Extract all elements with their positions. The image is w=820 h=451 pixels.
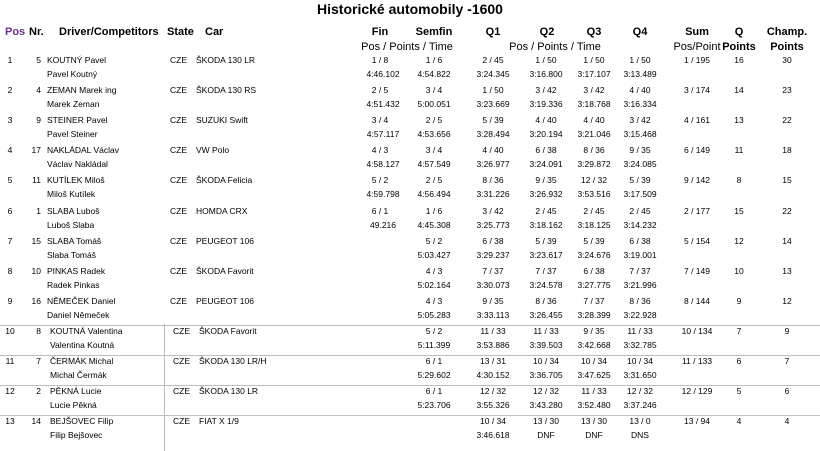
cell-state: CZE <box>173 356 190 366</box>
cell-champ: 7 <box>784 356 790 366</box>
cell-q3-t: 3:28.399 <box>577 309 611 320</box>
cell-driver2: Valentina Koutná <box>50 339 115 350</box>
cell-q4: 3 / 42 <box>629 115 651 126</box>
page-title: Historické automobily -1600 <box>317 1 503 17</box>
cell-pos: 3 <box>7 115 13 126</box>
cell-q1-t: 3:25.773 <box>476 219 510 230</box>
cell-semfin: 4 / 3 <box>425 295 443 306</box>
cell-q4-t: 3:31.650 <box>623 370 657 380</box>
cell-driver: SLABA Luboš <box>47 205 100 216</box>
cell-semfin: 1 / 6 <box>425 205 443 216</box>
cell-q1-t: 3:28.494 <box>476 129 510 140</box>
cell-champ: 23 <box>782 85 792 96</box>
cell-q2-t: 3:39.503 <box>529 339 563 350</box>
cell-q2: 1 / 50 <box>535 55 557 65</box>
cell-q4: 11 / 33 <box>627 325 653 336</box>
cell-semfin: 2 / 5 <box>425 175 443 186</box>
cell-driver2: Slaba Tomáš <box>47 249 96 260</box>
cell-q2: 5 / 39 <box>535 235 557 246</box>
cell-state: CZE <box>170 115 187 126</box>
cell-state: CZE <box>170 145 187 156</box>
cell-car: FIAT X 1/9 <box>199 416 239 427</box>
cell-q1-t: 3:24.345 <box>476 69 510 79</box>
cell-nr: 9 <box>36 115 41 126</box>
cell-q3-t: DNF <box>585 430 603 441</box>
cell-q3: 7 / 37 <box>583 295 605 306</box>
header-q: Q <box>734 26 744 38</box>
cell-q4: 10 / 34 <box>627 356 653 366</box>
cell-driver2: Luboš Slaba <box>47 219 95 230</box>
cell-q1-t: 3:30.073 <box>476 279 510 290</box>
cell-q1: 11 / 33 <box>480 325 506 336</box>
column-divider <box>164 324 165 451</box>
cell-q4: 13 / 0 <box>629 416 651 427</box>
cell-semfin: 2 / 5 <box>425 115 443 126</box>
header-champ-points: Points <box>770 41 804 53</box>
cell-driver: PINKAS Radek <box>47 265 106 276</box>
cell-q3-t: 3:21.046 <box>577 129 611 140</box>
cell-state: CZE <box>170 205 187 216</box>
cell-fin-t: 4:59.798 <box>366 189 400 200</box>
cell-q4: 8 / 36 <box>629 295 651 306</box>
cell-car: ŠKODA Felicia <box>196 175 253 186</box>
cell-q2: 11 / 33 <box>533 325 559 336</box>
cell-pos: 7 <box>7 235 13 246</box>
cell-q2: 6 / 38 <box>535 145 557 156</box>
cell-semfin: 6 / 1 <box>425 356 443 366</box>
cell-fin-t: 4:51.432 <box>366 99 400 110</box>
cell-q2-t: 3:24.578 <box>529 279 563 290</box>
cell-nr: 17 <box>31 145 41 156</box>
cell-driver: PĚKNÁ Lucie <box>50 386 102 397</box>
cell-sum: 7 / 149 <box>684 265 710 276</box>
cell-sum: 6 / 149 <box>684 145 710 156</box>
cell-state: CZE <box>173 325 190 336</box>
cell-semfin-t: 4:57.549 <box>417 159 451 170</box>
cell-pos: 1 <box>7 55 13 65</box>
cell-state: CZE <box>170 235 187 246</box>
cell-pos: 2 <box>7 85 13 96</box>
cell-qp: 9 <box>736 295 742 306</box>
cell-pos: 9 <box>7 295 13 306</box>
cell-q1: 5 / 39 <box>482 115 504 126</box>
cell-nr: 5 <box>36 55 41 65</box>
cell-nr: 11 <box>32 175 41 186</box>
cell-nr: 15 <box>31 235 41 246</box>
cell-state: CZE <box>170 55 187 65</box>
cell-q4: 2 / 45 <box>629 205 651 216</box>
cell-champ: 13 <box>782 265 792 276</box>
cell-driver: NAKLÁDAL Václav <box>47 145 119 156</box>
cell-semfin-t: 4:53.656 <box>417 129 451 140</box>
cell-q1: 1 / 50 <box>482 85 504 96</box>
cell-q3-t: 3:52.480 <box>577 400 611 411</box>
cell-q3: 11 / 33 <box>581 386 607 397</box>
cell-q2-t: 3:20.194 <box>529 129 563 140</box>
cell-qp: 4 <box>736 416 742 427</box>
cell-q2-t: DNF <box>537 430 555 441</box>
cell-nr: 14 <box>31 416 41 427</box>
cell-sum: 1 / 195 <box>684 55 710 65</box>
cell-state: CZE <box>173 416 190 427</box>
cell-q4-t: 3:22.928 <box>623 309 657 320</box>
header-pos: Pos <box>5 26 26 38</box>
cell-q4-t: 3:24.085 <box>623 159 657 170</box>
cell-fin: 5 / 2 <box>371 175 389 186</box>
cell-nr: 16 <box>31 295 41 306</box>
cell-q3: 5 / 39 <box>583 235 605 246</box>
header-nr: Nr. <box>29 26 44 38</box>
cell-q3: 4 / 40 <box>583 115 605 126</box>
cell-sum: 8 / 144 <box>684 295 710 306</box>
cell-semfin: 4 / 3 <box>425 265 443 276</box>
cell-qp: 7 <box>736 325 742 336</box>
cell-semfin: 6 / 1 <box>425 386 443 397</box>
cell-fin-t: 4:57.117 <box>366 129 400 140</box>
cell-q1: 12 / 32 <box>480 386 506 397</box>
cell-q1-t: 3:26.977 <box>476 159 510 170</box>
cell-q2-t: 3:16.800 <box>529 69 563 79</box>
cell-pos: 13 <box>5 416 15 427</box>
cell-driver2: Radek Pinkas <box>47 279 100 290</box>
cell-q1: 3 / 42 <box>482 205 504 216</box>
cell-q4: 5 / 39 <box>629 175 651 186</box>
cell-car: ŠKODA Favorit <box>199 325 257 336</box>
cell-q3-t: 3:42.668 <box>577 339 611 350</box>
cell-driver: SLABA Tomáš <box>47 235 102 246</box>
cell-qp: 12 <box>734 235 744 246</box>
cell-car: ŠKODA Favorit <box>196 265 254 276</box>
cell-q3-t: 3:47.625 <box>577 370 611 380</box>
cell-champ: 9 <box>784 325 790 336</box>
cell-qp: 16 <box>734 55 744 65</box>
cell-qp: 11 <box>734 145 744 156</box>
cell-q2: 13 / 30 <box>533 416 559 427</box>
cell-nr: 7 <box>36 356 41 366</box>
cell-pos: 8 <box>7 265 13 276</box>
cell-champ: 15 <box>782 175 792 186</box>
row-divider <box>0 415 820 416</box>
row-divider <box>0 385 820 386</box>
cell-state: CZE <box>173 386 190 397</box>
header-fin: Fin <box>371 26 389 38</box>
cell-driver2: Filip Bejšovec <box>50 430 103 441</box>
cell-driver: ČERMÁK Michal <box>50 356 114 366</box>
cell-q2: 9 / 35 <box>535 175 557 186</box>
cell-fin-t: 4:58.127 <box>366 159 400 170</box>
cell-semfin-t: 4:56.494 <box>417 189 451 200</box>
cell-q2-t: 3:19.336 <box>529 99 563 110</box>
cell-semfin-t: 5:03.427 <box>417 249 451 260</box>
cell-sum: 5 / 154 <box>684 235 710 246</box>
cell-q4-t: 3:17.509 <box>623 189 657 200</box>
cell-q1: 4 / 40 <box>482 145 504 156</box>
cell-q3-t: 3:18.768 <box>577 99 611 110</box>
cell-champ: 6 <box>784 386 790 397</box>
cell-semfin-t: 5:23.706 <box>417 400 451 411</box>
cell-driver2: Marek Zeman <box>47 99 100 110</box>
cell-car: ŠKODA 130 LR/H <box>199 356 267 366</box>
cell-q3: 12 / 32 <box>581 175 607 186</box>
cell-driver: KOUTNÝ Pavel <box>47 55 107 65</box>
cell-driver: KOUTNÁ Valentina <box>50 325 123 336</box>
cell-q2: 10 / 34 <box>533 356 559 366</box>
cell-semfin-t: 5:05.283 <box>417 309 451 320</box>
cell-qp: 15 <box>734 205 744 216</box>
cell-fin-t: 49.216 <box>370 219 396 230</box>
cell-q2-t: 3:36.705 <box>529 370 563 380</box>
cell-q1-t: 3:23.669 <box>476 99 510 110</box>
cell-q4: 4 / 40 <box>629 85 651 96</box>
header-sum: Sum <box>685 26 709 38</box>
cell-semfin-t: 5:02.164 <box>417 279 451 290</box>
cell-q1: 8 / 36 <box>482 175 504 186</box>
cell-q3: 2 / 45 <box>583 205 605 216</box>
cell-q1: 6 / 38 <box>482 235 504 246</box>
cell-q4: 1 / 50 <box>629 55 651 65</box>
cell-q3: 13 / 30 <box>581 416 607 427</box>
cell-pos: 6 <box>7 205 13 216</box>
cell-car: SUZUKI Swift <box>196 115 248 126</box>
cell-fin: 1 / 8 <box>371 55 389 65</box>
cell-q1-t: 3:46.618 <box>476 430 510 441</box>
cell-q2: 8 / 36 <box>535 295 557 306</box>
cell-sum: 12 / 129 <box>681 386 713 397</box>
cell-car: ŠKODA 130 LR <box>199 386 259 397</box>
cell-q3: 3 / 42 <box>583 85 605 96</box>
header-semfin: Semfin <box>415 26 453 38</box>
header-q-sub: Pos / Points / Time <box>509 41 601 53</box>
cell-q1-t: 3:29.237 <box>476 249 510 260</box>
cell-driver: NĚMEČEK Daniel <box>47 295 116 306</box>
cell-semfin-t: 5:11.399 <box>417 339 451 350</box>
cell-nr: 2 <box>36 386 41 397</box>
cell-q1-t: 3:31.226 <box>476 189 510 200</box>
cell-state: CZE <box>170 175 187 186</box>
cell-car: PEUGEOT 106 <box>196 295 254 306</box>
cell-q3: 6 / 38 <box>583 265 605 276</box>
cell-q4-t: 3:15.468 <box>623 129 657 140</box>
cell-nr: 4 <box>36 85 41 96</box>
cell-sum: 11 / 133 <box>681 356 713 366</box>
header-q-points: Points <box>722 41 756 53</box>
cell-state: CZE <box>170 265 187 276</box>
header-q2: Q2 <box>539 26 555 38</box>
cell-q3-t: 3:27.775 <box>577 279 611 290</box>
cell-nr: 10 <box>31 265 41 276</box>
cell-q3: 10 / 34 <box>581 356 607 366</box>
cell-q1-t: 3:33.113 <box>476 309 510 320</box>
cell-q1: 2 / 45 <box>482 55 504 65</box>
row-divider <box>0 325 820 326</box>
cell-q3-t: 3:17.107 <box>577 69 611 79</box>
cell-champ: 22 <box>782 205 792 216</box>
cell-q3-t: 3:53.516 <box>577 189 611 200</box>
cell-driver2: Pavel Steiner <box>47 129 98 140</box>
cell-q3: 8 / 36 <box>583 145 605 156</box>
cell-q2: 3 / 42 <box>535 85 557 96</box>
cell-semfin-t: 5:29.602 <box>417 370 451 380</box>
cell-q4-t: 3:32.785 <box>623 339 657 350</box>
cell-q2: 2 / 45 <box>535 205 557 216</box>
header-car: Car <box>205 26 224 38</box>
cell-driver2: Daniel Němeček <box>47 309 110 320</box>
cell-q2-t: 3:24.091 <box>529 159 563 170</box>
cell-q2-t: 3:23.617 <box>529 249 563 260</box>
cell-q2: 12 / 32 <box>533 386 559 397</box>
cell-champ: 14 <box>782 235 792 246</box>
cell-q3-t: 3:29.872 <box>577 159 611 170</box>
cell-driver: BEJŠOVEC Filip <box>50 416 114 427</box>
cell-driver: STEINER Pavel <box>47 115 108 126</box>
header-driver: Driver/Competitors <box>59 26 159 38</box>
header-fin-sub: Pos / Points / Time <box>361 41 453 53</box>
cell-q3-t: 3:18.125 <box>577 219 611 230</box>
cell-semfin: 3 / 4 <box>425 85 443 96</box>
cell-q1: 13 / 31 <box>480 356 506 366</box>
cell-car: ŠKODA 130 LR <box>196 55 256 65</box>
cell-pos: 5 <box>7 175 13 186</box>
cell-qp: 13 <box>734 115 744 126</box>
cell-state: CZE <box>170 295 187 306</box>
cell-q1: 10 / 34 <box>480 416 506 427</box>
cell-q1: 7 / 37 <box>482 265 504 276</box>
cell-semfin: 5 / 2 <box>425 325 443 336</box>
cell-sum: 4 / 161 <box>684 115 710 126</box>
cell-q4-t: 3:37.246 <box>623 400 657 411</box>
cell-fin-t: 4:46.102 <box>366 69 400 79</box>
cell-driver2: Václav Nakládal <box>47 159 108 170</box>
header-q4: Q4 <box>632 26 648 38</box>
cell-q4: 9 / 35 <box>629 145 651 156</box>
cell-q2: 7 / 37 <box>535 265 557 276</box>
cell-car: ŠKODA 130 RS <box>196 85 257 96</box>
cell-pos: 4 <box>7 145 13 156</box>
cell-driver2: Michal Čermák <box>50 370 107 380</box>
cell-sum: 13 / 94 <box>684 416 710 427</box>
cell-semfin-t: 4:54.822 <box>417 69 451 79</box>
cell-q4-t: 3:13.489 <box>623 69 657 79</box>
cell-qp: 14 <box>734 85 744 96</box>
header-sum-sub: Pos/Point <box>673 41 721 53</box>
cell-driver2: Lucie Pěkná <box>50 400 97 411</box>
cell-q4-t: 3:21.996 <box>623 279 657 290</box>
cell-q4: 12 / 32 <box>627 386 653 397</box>
cell-car: PEUGEOT 106 <box>196 235 254 246</box>
cell-nr: 1 <box>36 205 41 216</box>
cell-champ: 22 <box>782 115 792 126</box>
cell-driver: ZEMAN Marek ing <box>47 85 117 96</box>
cell-driver2: Pavel Koutný <box>47 69 98 79</box>
cell-q1-t: 3:53.886 <box>476 339 510 350</box>
cell-q2-t: 3:26.455 <box>529 309 563 320</box>
cell-q3-t: 3:24.676 <box>577 249 611 260</box>
cell-q2-t: 3:18.162 <box>529 219 563 230</box>
cell-qp: 5 <box>736 386 742 397</box>
cell-pos: 12 <box>5 386 15 397</box>
cell-champ: 18 <box>782 145 792 156</box>
cell-q4: 7 / 37 <box>629 265 651 276</box>
header-champ: Champ. <box>766 26 808 38</box>
cell-qp: 10 <box>734 265 744 276</box>
cell-qp: 8 <box>736 175 742 186</box>
cell-q2-t: 3:26.932 <box>529 189 563 200</box>
row-divider <box>0 355 820 356</box>
cell-sum: 2 / 177 <box>684 205 710 216</box>
cell-state: CZE <box>170 85 187 96</box>
cell-champ: 4 <box>784 416 790 427</box>
cell-driver2: Miloš Kutílek <box>47 189 96 200</box>
cell-semfin-t: 4:45.308 <box>417 219 451 230</box>
cell-semfin-t: 5:00.051 <box>417 99 451 110</box>
cell-champ: 12 <box>782 295 792 306</box>
cell-q4-t: 3:14.232 <box>623 219 657 230</box>
cell-q2-t: 3:43.280 <box>529 400 563 411</box>
cell-driver: KUTÍLEK Miloš <box>47 175 105 186</box>
cell-q3: 9 / 35 <box>583 325 605 336</box>
cell-q4-t: 3:19.001 <box>623 249 657 260</box>
cell-q4: 6 / 38 <box>629 235 651 246</box>
cell-car: HOMDA CRX <box>196 205 248 216</box>
cell-sum: 3 / 174 <box>684 85 710 96</box>
cell-fin: 2 / 5 <box>371 85 389 96</box>
cell-semfin: 3 / 4 <box>425 145 443 156</box>
cell-car: VW Polo <box>196 145 230 156</box>
header-q1: Q1 <box>485 26 501 38</box>
cell-champ: 30 <box>782 55 792 65</box>
cell-fin: 6 / 1 <box>371 205 389 216</box>
cell-fin: 3 / 4 <box>371 115 389 126</box>
cell-q1-t: 3:55.326 <box>476 400 510 411</box>
cell-fin: 4 / 3 <box>371 145 389 156</box>
cell-q1: 9 / 35 <box>482 295 504 306</box>
cell-q2: 4 / 40 <box>535 115 557 126</box>
cell-q4-t: DNS <box>631 430 649 441</box>
cell-pos: 10 <box>5 325 15 336</box>
cell-sum: 10 / 134 <box>681 325 713 336</box>
cell-q4-t: 3:16.334 <box>623 99 657 110</box>
cell-nr: 8 <box>36 325 41 336</box>
header-q3: Q3 <box>586 26 602 38</box>
cell-q1-t: 4:30.152 <box>476 370 510 380</box>
header-state: State <box>167 26 194 38</box>
cell-semfin: 5 / 2 <box>425 235 443 246</box>
cell-qp: 6 <box>736 356 742 366</box>
cell-semfin: 1 / 6 <box>425 55 443 65</box>
cell-q3: 1 / 50 <box>583 55 605 65</box>
cell-sum: 9 / 142 <box>684 175 710 186</box>
cell-pos: 11 <box>5 356 15 366</box>
